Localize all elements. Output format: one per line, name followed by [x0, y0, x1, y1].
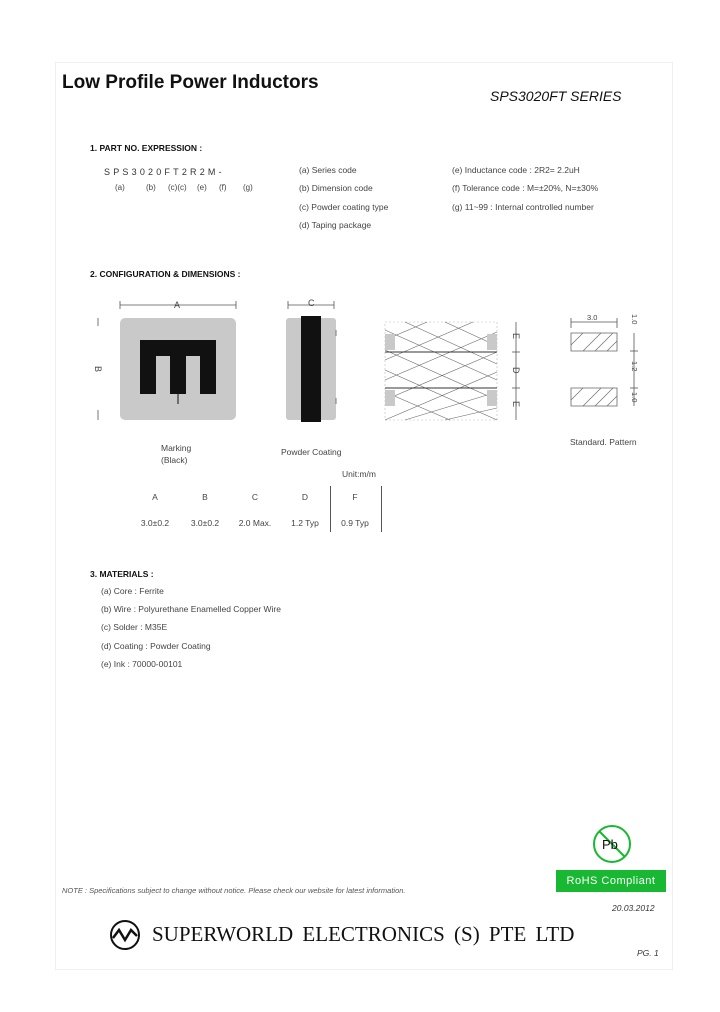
footer-note: NOTE : Specifications subject to change without notice. Please check our website for latest information.	[62, 886, 406, 895]
dim-header: A	[152, 492, 158, 502]
dim-value: 2.0 Max.	[238, 518, 272, 528]
rohs-badge: RoHS Compliant	[556, 870, 666, 892]
side-coating	[301, 316, 321, 422]
dimension-table	[130, 486, 382, 532]
dim-header: B	[202, 492, 208, 502]
dim-value: 0.9 Typ	[341, 518, 369, 528]
dim-header: D	[301, 492, 309, 502]
part-code: SPS3020FT2R2M-	[104, 167, 225, 177]
marking-label: Marking	[161, 443, 192, 453]
dim-label-e-bottom: E	[511, 401, 521, 408]
dimension-drawings	[0, 0, 720, 470]
taping-pattern-drawing	[385, 322, 521, 420]
company-name: SUPERWORLD ELECTRONICS (S) PTE LTD	[152, 922, 575, 946]
marking-symbol	[140, 340, 216, 394]
page-number: PG. 1	[637, 948, 659, 958]
top-view-drawing	[93, 300, 236, 420]
part-item: (f) Tolerance code : M=±20%, N=±30%	[452, 183, 599, 193]
table-divider	[381, 486, 382, 532]
material-item: (a) Core : Ferrite	[101, 586, 164, 596]
pattern-dim: 1.0	[630, 392, 639, 403]
document-date: 20.03.2012	[612, 903, 655, 913]
dim-col-d	[280, 486, 330, 532]
unit-label: Unit:m/m	[342, 469, 376, 479]
dim-value: 3.0±0.2	[190, 518, 220, 528]
dim-label-a: A	[174, 300, 181, 310]
standard-pattern-label: Standard. Pattern	[570, 437, 637, 447]
section-part-no-heading: 1. PART NO. EXPRESSION :	[90, 143, 203, 153]
section-materials-heading: 3. MATERIALS :	[90, 569, 154, 579]
code-label: (b)	[146, 183, 156, 192]
section-configuration-heading: 2. CONFIGURATION & DIMENSIONS :	[90, 269, 241, 279]
part-item: (b) Dimension code	[299, 183, 373, 193]
dim-label-b: B	[93, 366, 103, 373]
code-label: (e)	[197, 183, 207, 192]
dim-col-a	[130, 486, 180, 532]
code-label: (a)	[115, 183, 125, 192]
dim-col-c	[230, 486, 280, 532]
dim-header: F	[352, 492, 358, 502]
pattern-dim: 1.2	[630, 361, 639, 372]
dim-value: 3.0±0.2	[140, 518, 170, 528]
dim-header: C	[251, 492, 259, 502]
pb-free-icon	[590, 822, 634, 866]
marking-sublabel: (Black)	[161, 455, 188, 465]
part-item: (e) Inductance code : 2R2= 2.2uH	[452, 165, 580, 175]
material-item: (c) Solder : M35E	[101, 622, 168, 632]
part-item: (g) 11~99 : Internal controlled number	[452, 202, 594, 212]
powder-coating-label: Powder Coating	[281, 447, 342, 457]
material-item: (e) Ink : 70000-00101	[101, 659, 183, 669]
standard-pattern-drawing	[571, 313, 639, 406]
dim-value: 1.2 Typ	[291, 518, 319, 528]
pattern-dim: 3.0	[587, 313, 598, 322]
material-item: (d) Coating : Powder Coating	[101, 641, 211, 651]
part-item: (c) Powder coating type	[299, 202, 389, 212]
dim-label-d: D	[511, 367, 521, 374]
part-item: (a) Series code	[299, 165, 357, 175]
code-label: (f)	[219, 183, 227, 192]
code-label: (c)(c)	[168, 183, 187, 192]
pb-label: Pb	[602, 837, 618, 852]
dim-label-e-top: E	[511, 333, 521, 340]
part-item: (d) Taping package	[299, 220, 372, 230]
company-logo-icon	[108, 918, 142, 952]
side-view-drawing	[286, 298, 336, 422]
dim-label-c: C	[308, 298, 315, 308]
code-label: (g)	[243, 183, 253, 192]
pattern-dim: 1.0	[630, 314, 639, 325]
series-name: SPS3020FT SERIES	[490, 88, 622, 104]
dim-col-f	[330, 486, 380, 532]
dim-col-b	[180, 486, 230, 532]
material-item: (b) Wire : Polyurethane Enamelled Copper Wire	[101, 604, 281, 614]
page-title: Low Profile Power Inductors	[62, 72, 319, 93]
